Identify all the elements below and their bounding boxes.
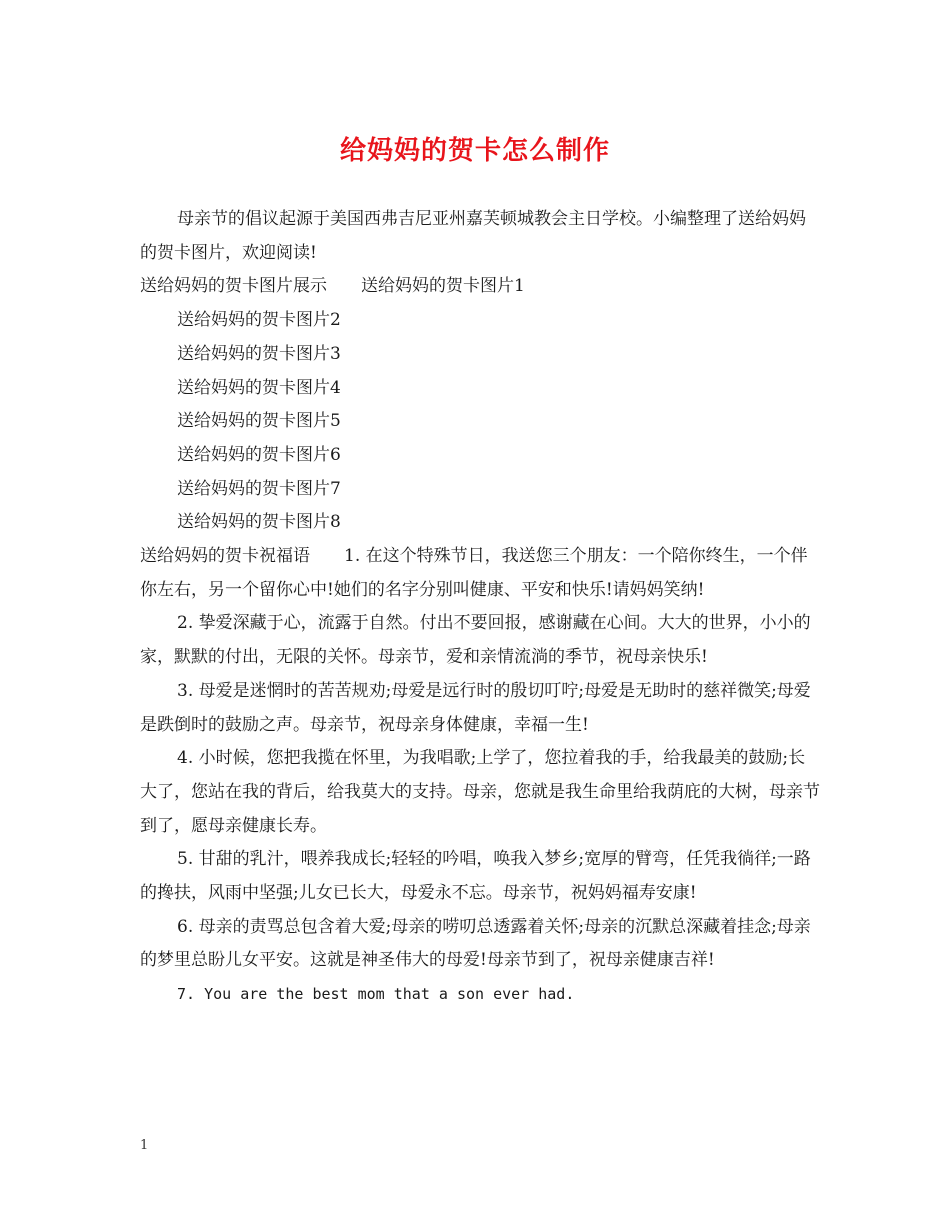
gallery-item: 送给妈妈的贺卡图片1 [361,276,525,297]
wish-paragraph: 6. 母亲的责骂总包含着大爱;母亲的唠叨总透露着关怀;母亲的沉默总深藏着挂念;母亲的梦里总盼儿女平安。这就是神圣伟大的母爱!母亲节到了，祝母亲健康吉祥! [140,916,811,971]
intro-paragraph: 母亲节的倡议起源于美国西弗吉尼亚州嘉芙顿城教会主日学校。小编整理了送给妈妈的贺卡图片，欢迎阅读! [140,209,806,263]
gallery-item: 送给妈妈的贺卡图片6 [177,444,341,465]
wish-paragraph: 4. 小时候，您把我揽在怀里，为我唱歌;上学了，您拉着我的手，给我最美的鼓励;长大了，您站在我的背后，给我莫大的支持。母亲，您就是我生命里给我荫庇的大树，母亲节到了，愿母亲健康长寿。 [140,748,820,836]
section-wishes-heading: 送给妈妈的贺卡祝福语 [140,546,310,567]
gallery-item: 送给妈妈的贺卡图片4 [177,377,341,398]
section-gallery-heading: 送给妈妈的贺卡图片展示 [140,276,327,297]
gallery-item: 送给妈妈的贺卡图片2 [177,310,341,331]
wish-paragraph-1 [140,540,820,607]
page-number: 1 [140,1138,149,1153]
gallery-item: 送给妈妈的贺卡图片8 [177,512,341,533]
document-body [140,203,820,1012]
gallery-item: 送给妈妈的贺卡图片5 [177,411,341,432]
wish-paragraph: 5. 甘甜的乳汁，喂养我成长;轻轻的吟唱，唤我入梦乡;宽厚的臂弯，任凭我徜徉;一路的搀扶，风雨中坚强;儿女已长大，母爱永不忘。母亲节，祝妈妈福寿安康! [140,849,811,904]
gallery-item: 送给妈妈的贺卡图片7 [177,478,341,499]
wish-paragraph: 2. 挚爱深藏于心，流露于自然。付出不要回报，感谢藏在心间。大大的世界，小小的家，默默的付出，无限的关怀。母亲节，爱和亲情流淌的季节，祝母亲快乐! [140,613,811,668]
section-gallery-line [140,270,820,304]
gallery-item: 送给妈妈的贺卡图片3 [177,343,341,364]
page-title: 给妈妈的贺卡怎么制作 [339,136,610,166]
wish-text: 1. 在这个特殊节日，我送您三个朋友：一个陪你终生，一个伴你左右，另一个留你心中!她们的名字分别叫健康、平安和快乐!请妈妈笑纳! [140,546,808,600]
wish-paragraph: 3. 母爱是迷惘时的苦苦规劝;母爱是远行时的殷切叮咛;母爱是无助时的慈祥微笑;母爱是跌倒时的鼓励之声。母亲节，祝母亲身体健康，幸福一生! [140,680,811,735]
wish-paragraph-english: 7. You are the best mom that a son ever had. [177,985,575,1004]
